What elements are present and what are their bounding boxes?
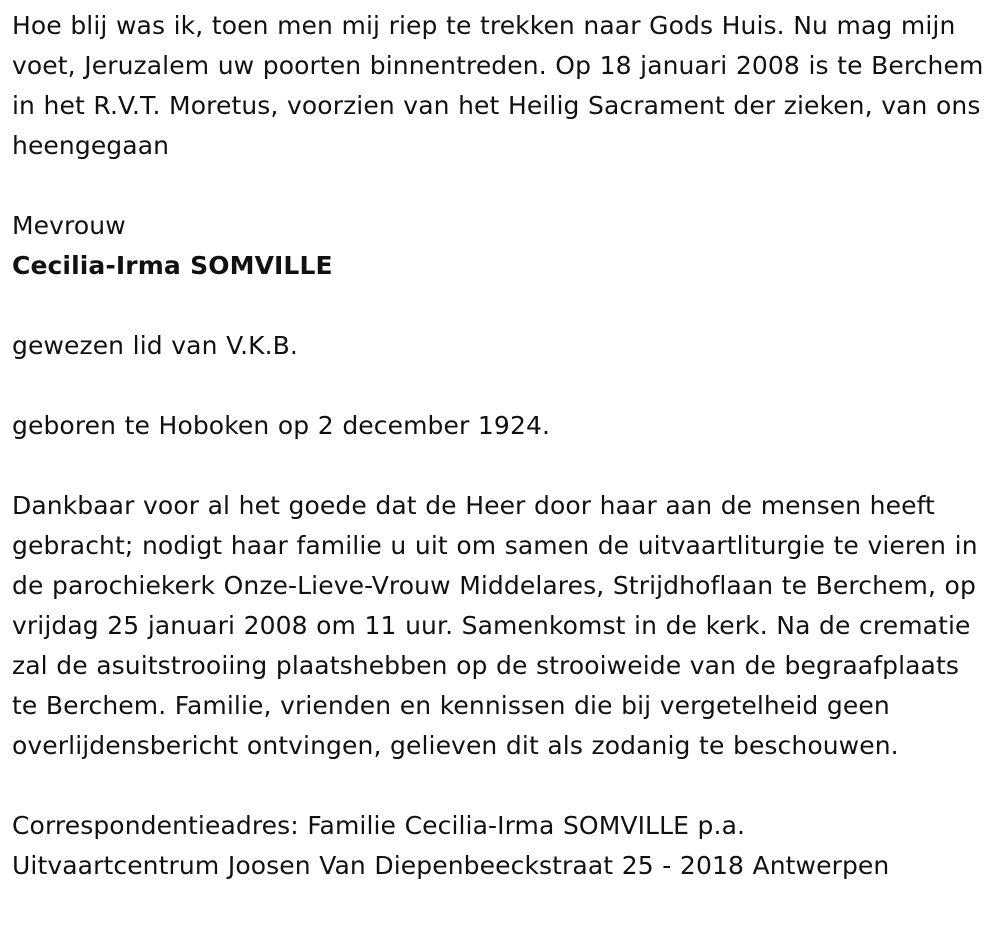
spacer [12, 166, 988, 206]
spacer [12, 366, 988, 406]
correspondence-line-1: Correspondentieadres: Familie Cecilia-Irma SOMVILLE p.a. [12, 811, 746, 840]
membership-line: gewezen lid van V.K.B. [12, 331, 298, 360]
spacer [12, 766, 988, 806]
spacer [12, 446, 988, 486]
intro-paragraph: Hoe blij was ik, toen men mij riep te trekken naar Gods Huis. Nu mag mijn voet, Jeruzalem uw poorten binnentreden. Op 18 januari 2008 is te Berchem in het R.V.T. Moretus, voorzien van het Heilig Sacrament der zieken, van ons heengegaan [12, 11, 984, 160]
correspondence-line-2: Uitvaartcentrum Joosen Van Diepenbeeckstraat 25 - 2018 Antwerpen [12, 851, 890, 880]
spacer [12, 286, 988, 326]
salutation: Mevrouw [12, 211, 126, 240]
deceased-name: Cecilia-Irma SOMVILLE [12, 251, 333, 280]
birth-line: geboren te Hoboken op 2 december 1924. [12, 411, 551, 440]
ceremony-paragraph: Dankbaar voor al het goede dat de Heer door haar aan de mensen heeft gebracht; nodigt haar familie u uit om samen de uitvaartliturgie te vieren in de parochiekerk Onze-Lieve-Vrouw Middelares, Strijdhoflaan te Berchem, op vrijdag 25 januari 2008 om 11 uur. Samenkomst in de kerk. Na de crematie zal de asuitstrooiing plaatshebben op de strooiweide van de begraafplaats te Berchem. Familie, vrienden en kennissen die bij vergetelheid geen overlijdensbericht ontvingen, gelieven dit als zodanig te beschouwen. [12, 491, 978, 760]
